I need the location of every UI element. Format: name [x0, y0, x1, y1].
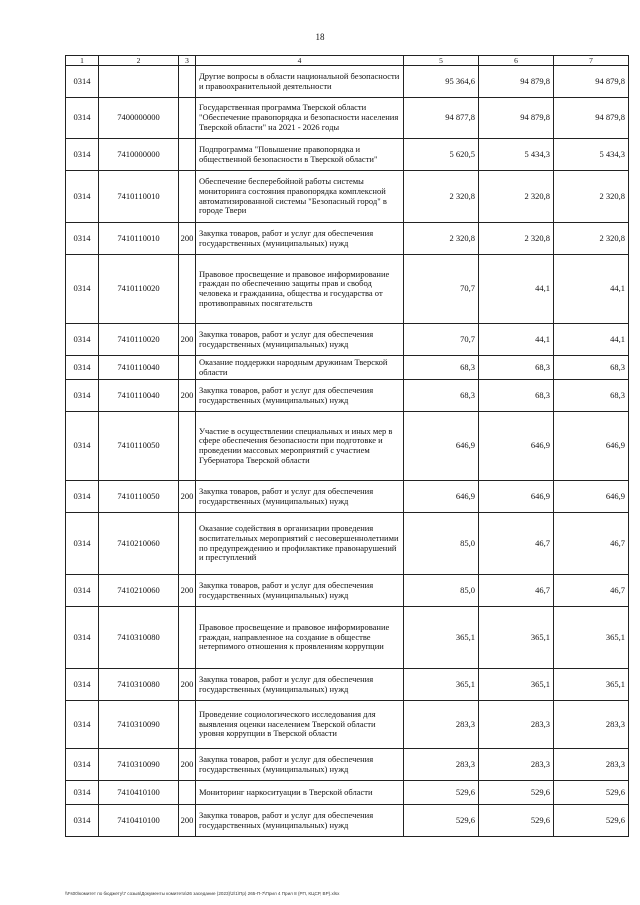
table-row	[66, 513, 629, 575]
table-row	[66, 781, 629, 805]
target-article-cell: 7410110050	[99, 412, 179, 481]
item-name-cell: Участие в осуществлении специальных и иных мер в сфере обеспечения безопасности при подготовке и проведении массовых мероприятий с участием Губернатора Тверской области	[196, 412, 404, 481]
amount-2024-cell: 529,6	[404, 805, 479, 837]
amount-2025-cell: 283,3	[479, 749, 554, 781]
table-row	[66, 98, 629, 139]
target-article-cell: 7410110040	[99, 356, 179, 380]
table-row	[66, 139, 629, 171]
expense-type-cell: 200	[179, 669, 196, 701]
expense-type-cell: 200	[179, 380, 196, 412]
section-code-cell: 0314	[66, 412, 99, 481]
section-code-cell: 0314	[66, 223, 99, 255]
item-name-cell: Закупка товаров, работ и услуг для обеспечения государственных (муниципальных) нужд	[196, 669, 404, 701]
amount-2026-cell: 646,9	[554, 412, 629, 481]
table-row	[66, 481, 629, 513]
amount-2026-cell: 68,3	[554, 356, 629, 380]
amount-2026-cell: 283,3	[554, 701, 629, 749]
table-body	[66, 66, 629, 837]
table-row	[66, 171, 629, 223]
section-code-cell: 0314	[66, 669, 99, 701]
item-name-cell: Обеспечение бесперебойной работы системы мониторинга состояния правопорядка комплексной автоматизированной системы "Безопасный город" в городе Твери	[196, 171, 404, 223]
amount-2025-cell: 365,1	[479, 669, 554, 701]
amount-2026-cell: 94 879,8	[554, 66, 629, 98]
expense-type-cell: 200	[179, 481, 196, 513]
amount-2025-cell: 68,3	[479, 380, 554, 412]
section-code-cell: 0314	[66, 513, 99, 575]
amount-2025-cell: 94 879,8	[479, 66, 554, 98]
page-number: 18	[315, 32, 325, 42]
amount-2025-cell: 94 879,8	[479, 98, 554, 139]
table-row	[66, 575, 629, 607]
table-row	[66, 749, 629, 781]
target-article-cell: 7410110010	[99, 171, 179, 223]
amount-2026-cell: 2 320,8	[554, 223, 629, 255]
expense-type-cell	[179, 66, 196, 98]
section-code-cell: 0314	[66, 481, 99, 513]
expense-type-cell	[179, 513, 196, 575]
item-name-cell: Подпрограмма "Повышение правопорядка и общественной безопасности в Тверской области"	[196, 139, 404, 171]
amount-2025-cell: 2 320,8	[479, 223, 554, 255]
amount-2026-cell: 94 879,8	[554, 98, 629, 139]
target-article-cell: 7410210060	[99, 513, 179, 575]
amount-2026-cell: 68,3	[554, 380, 629, 412]
item-name-cell: Закупка товаров, работ и услуг для обеспечения государственных (муниципальных) нужд	[196, 481, 404, 513]
target-article-cell: 7410310080	[99, 607, 179, 669]
expense-type-cell: 200	[179, 324, 196, 356]
table-row	[66, 412, 629, 481]
item-name-cell: Проведение социологического исследования для выявления оценки населением Тверской области уровня коррупции в Тверской области	[196, 701, 404, 749]
table-row	[66, 255, 629, 324]
section-code-cell: 0314	[66, 98, 99, 139]
amount-2024-cell: 68,3	[404, 380, 479, 412]
target-article-cell: 7410110040	[99, 380, 179, 412]
section-code-cell: 0314	[66, 255, 99, 324]
section-code-cell: 0314	[66, 66, 99, 98]
section-code-cell: 0314	[66, 749, 99, 781]
amount-2024-cell: 70,7	[404, 324, 479, 356]
expense-type-cell	[179, 781, 196, 805]
amount-2024-cell: 94 877,8	[404, 98, 479, 139]
amount-2024-cell: 68,3	[404, 356, 479, 380]
amount-2024-cell: 529,6	[404, 781, 479, 805]
section-code-cell: 0314	[66, 607, 99, 669]
amount-2025-cell: 646,9	[479, 481, 554, 513]
table-header	[66, 56, 629, 66]
header-cell: 4	[196, 56, 404, 66]
amount-2026-cell: 529,6	[554, 781, 629, 805]
target-article-cell: 7410110050	[99, 481, 179, 513]
item-name-cell: Закупка товаров, работ и услуг для обеспечения государственных (муниципальных) нужд	[196, 223, 404, 255]
amount-2024-cell: 85,0	[404, 575, 479, 607]
header-cell: 7	[554, 56, 629, 66]
amount-2024-cell: 646,9	[404, 481, 479, 513]
target-article-cell: 7410110020	[99, 324, 179, 356]
amount-2024-cell: 95 364,6	[404, 66, 479, 98]
amount-2025-cell: 283,3	[479, 701, 554, 749]
target-article-cell: 7400000000	[99, 98, 179, 139]
amount-2026-cell: 44,1	[554, 255, 629, 324]
section-code-cell: 0314	[66, 171, 99, 223]
amount-2026-cell: 46,7	[554, 575, 629, 607]
amount-2025-cell: 44,1	[479, 255, 554, 324]
table-row	[66, 380, 629, 412]
item-name-cell: Закупка товаров, работ и услуг для обеспечения государственных (муниципальных) нужд	[196, 805, 404, 837]
section-code-cell: 0314	[66, 324, 99, 356]
section-code-cell: 0314	[66, 380, 99, 412]
expense-type-cell	[179, 701, 196, 749]
amount-2024-cell: 283,3	[404, 701, 479, 749]
target-article-cell: 7410310090	[99, 701, 179, 749]
item-name-cell: Оказание содействия в организации проведения воспитательных мероприятий с несовершеннолетними по предупреждению и профилактике правонарушений и преступлений	[196, 513, 404, 575]
target-article-cell: 7410110010	[99, 223, 179, 255]
table-row	[66, 669, 629, 701]
amount-2026-cell: 2 320,8	[554, 171, 629, 223]
header-cell: 1	[66, 56, 99, 66]
amount-2026-cell: 5 434,3	[554, 139, 629, 171]
target-article-cell	[99, 66, 179, 98]
amount-2026-cell: 365,1	[554, 669, 629, 701]
amount-2024-cell: 365,1	[404, 607, 479, 669]
expense-type-cell	[179, 412, 196, 481]
target-article-cell: 7410310090	[99, 749, 179, 781]
amount-2026-cell: 44,1	[554, 324, 629, 356]
amount-2026-cell: 646,9	[554, 481, 629, 513]
item-name-cell: Закупка товаров, работ и услуг для обеспечения государственных (муниципальных) нужд	[196, 575, 404, 607]
header-cell: 2	[99, 56, 179, 66]
table-row	[66, 324, 629, 356]
amount-2024-cell: 5 620,5	[404, 139, 479, 171]
table-row	[66, 223, 629, 255]
amount-2025-cell: 2 320,8	[479, 171, 554, 223]
target-article-cell: 7410210060	[99, 575, 179, 607]
target-article-cell: 7410110020	[99, 255, 179, 324]
expense-type-cell	[179, 98, 196, 139]
table-row	[66, 701, 629, 749]
amount-2025-cell: 646,9	[479, 412, 554, 481]
expense-type-cell	[179, 255, 196, 324]
amount-2024-cell: 85,0	[404, 513, 479, 575]
expense-type-cell: 200	[179, 223, 196, 255]
header-cell: 6	[479, 56, 554, 66]
amount-2025-cell: 5 434,3	[479, 139, 554, 171]
expense-type-cell	[179, 356, 196, 380]
amount-2024-cell: 283,3	[404, 749, 479, 781]
item-name-cell: Закупка товаров, работ и услуг для обеспечения государственных (муниципальных) нужд	[196, 324, 404, 356]
amount-2026-cell: 529,6	[554, 805, 629, 837]
amount-2025-cell: 46,7	[479, 575, 554, 607]
item-name-cell: Правовое просвещение и правовое информирование граждан, направленное на создание в обществе нетерпимого отношения к проявлениям коррупции	[196, 607, 404, 669]
section-code-cell: 0314	[66, 805, 99, 837]
item-name-cell: Закупка товаров, работ и услуг для обеспечения государственных (муниципальных) нужд	[196, 380, 404, 412]
section-code-cell: 0314	[66, 781, 99, 805]
section-code-cell: 0314	[66, 139, 99, 171]
item-name-cell: Другие вопросы в области национальной безопасности и правоохранительной деятельности	[196, 66, 404, 98]
amount-2025-cell: 44,1	[479, 324, 554, 356]
amount-2025-cell: 529,6	[479, 805, 554, 837]
amount-2024-cell: 70,7	[404, 255, 479, 324]
target-article-cell: 7410410100	[99, 781, 179, 805]
section-code-cell: 0314	[66, 575, 99, 607]
amount-2026-cell: 283,3	[554, 749, 629, 781]
header-cell: 3	[179, 56, 196, 66]
amount-2025-cell: 46,7	[479, 513, 554, 575]
table-row	[66, 356, 629, 380]
amount-2024-cell: 2 320,8	[404, 223, 479, 255]
table-row	[66, 66, 629, 98]
item-name-cell: Мониторинг наркоситуации в Тверской области	[196, 781, 404, 805]
expense-type-cell	[179, 171, 196, 223]
file-path-footer: \\Fs00\комитет по бюджету\7 созыв\Документы комитета\26 заседание (2023)\2\1\Пр) 265-П-7\Прил 4 Прил 8 (РП, КЦСР, ВР).xlsx	[65, 891, 340, 896]
table-row	[66, 805, 629, 837]
header-cell: 5	[404, 56, 479, 66]
expense-type-cell: 200	[179, 749, 196, 781]
target-article-cell: 7410310080	[99, 669, 179, 701]
amount-2024-cell: 646,9	[404, 412, 479, 481]
amount-2024-cell: 2 320,8	[404, 171, 479, 223]
amount-2026-cell: 46,7	[554, 513, 629, 575]
item-name-cell: Оказание поддержки народным дружинам Тверской области	[196, 356, 404, 380]
expense-type-cell: 200	[179, 575, 196, 607]
amount-2024-cell: 365,1	[404, 669, 479, 701]
table-row	[66, 607, 629, 669]
item-name-cell: Закупка товаров, работ и услуг для обеспечения государственных (муниципальных) нужд	[196, 749, 404, 781]
amount-2025-cell: 529,6	[479, 781, 554, 805]
expense-type-cell	[179, 139, 196, 171]
amount-2025-cell: 68,3	[479, 356, 554, 380]
header-row	[66, 56, 629, 66]
item-name-cell: Правовое просвещение и правовое информирование граждан по обеспечению защиты прав и свобод человека и гражданина, общества и государства от противоправных посягательств	[196, 255, 404, 324]
target-article-cell: 7410410100	[99, 805, 179, 837]
budget-table	[65, 55, 629, 837]
target-article-cell: 7410000000	[99, 139, 179, 171]
section-code-cell: 0314	[66, 701, 99, 749]
item-name-cell: Государственная программа Тверской области "Обеспечение правопорядка и безопасности населения Тверской области" на 2021 - 2026 годы	[196, 98, 404, 139]
expense-type-cell: 200	[179, 805, 196, 837]
expense-type-cell	[179, 607, 196, 669]
amount-2025-cell: 365,1	[479, 607, 554, 669]
section-code-cell: 0314	[66, 356, 99, 380]
amount-2026-cell: 365,1	[554, 607, 629, 669]
